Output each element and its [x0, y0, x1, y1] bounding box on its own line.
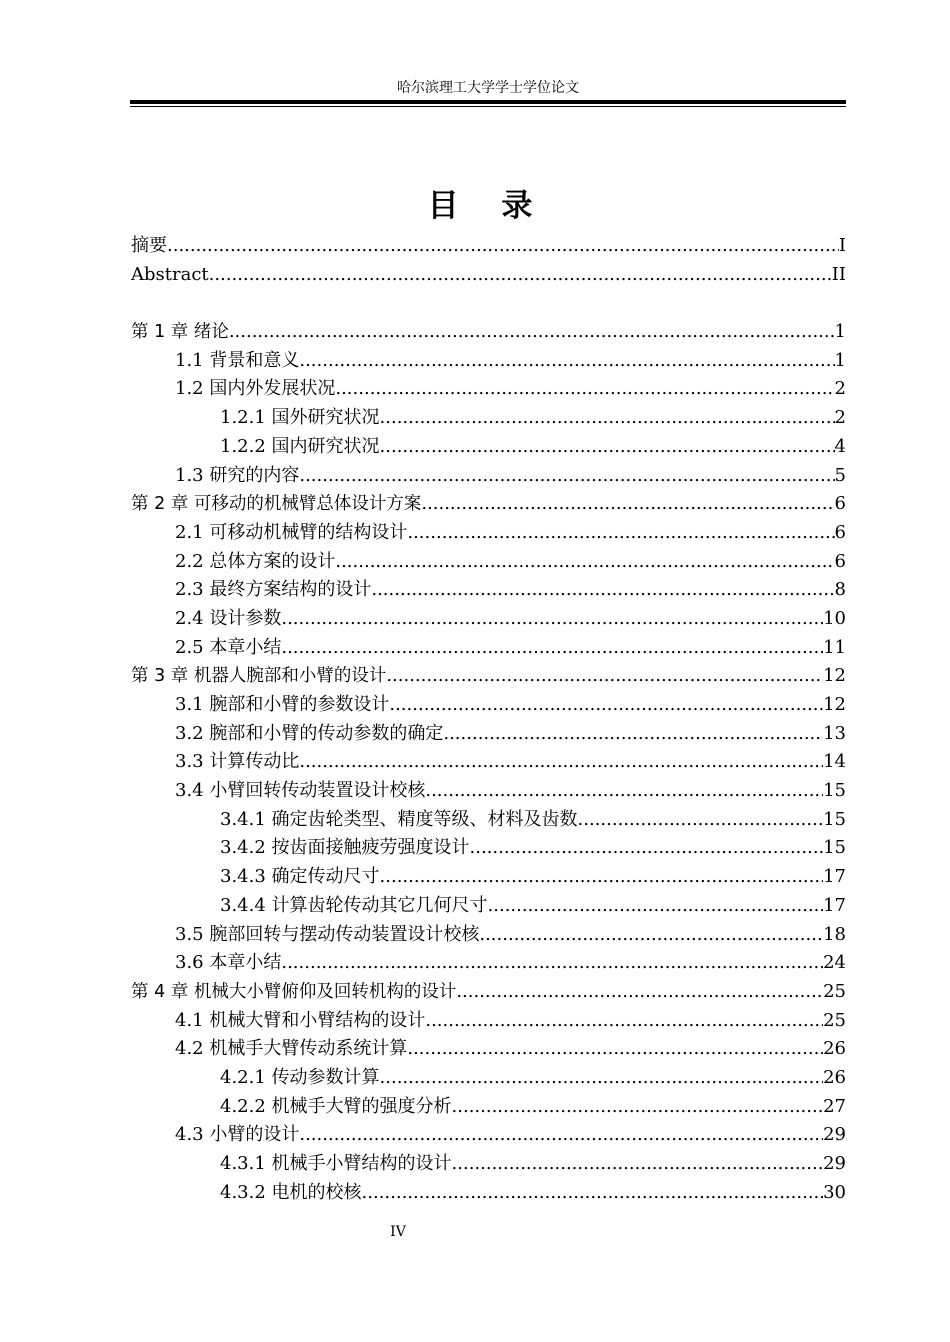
toc-leader-dots — [299, 347, 834, 376]
toc-entry-label: 3.6 本章小结 — [175, 952, 282, 974]
toc-leader-dots — [371, 576, 834, 605]
toc-entry[interactable] — [131, 490, 846, 519]
toc-entry-page: 15 — [823, 808, 846, 830]
toc-entry[interactable] — [131, 921, 846, 950]
toc-entry[interactable] — [131, 548, 846, 577]
toc-entry-page: I — [838, 235, 846, 256]
toc-leader-dots — [578, 806, 824, 835]
toc-leader-dots — [229, 318, 835, 347]
toc-entry-page: 26 — [823, 1038, 846, 1060]
toc-leader-dots — [167, 232, 839, 261]
toc-entry-page: 15 — [823, 780, 846, 802]
toc-entry-page: 5 — [834, 464, 846, 486]
toc-leader-dots — [386, 662, 823, 691]
toc-entry-page: 25 — [823, 1009, 846, 1031]
toc-entry-label: 第 4 章 机械大小臂俯仰及回转机构的设计 — [131, 981, 457, 1002]
toc-entry-page: 2 — [834, 378, 846, 400]
toc-leader-dots — [425, 1007, 823, 1036]
toc-leader-dots — [209, 261, 832, 290]
toc-entry-label: 4.3.1 机械手小臂结构的设计 — [220, 1153, 452, 1174]
toc-entry[interactable] — [131, 462, 846, 491]
toc-entry[interactable] — [131, 720, 846, 749]
toc-leader-dots — [281, 605, 823, 634]
toc-entry[interactable] — [131, 634, 846, 663]
toc-entry[interactable] — [131, 834, 846, 863]
toc-leader-dots — [389, 691, 823, 720]
toc-entry[interactable] — [131, 232, 846, 261]
toc-entry[interactable] — [131, 1035, 846, 1064]
toc-entry[interactable] — [131, 519, 846, 548]
toc-entry[interactable] — [131, 662, 846, 691]
toc-leader-dots — [335, 375, 834, 404]
toc-entry-label: 2.2 总体方案的设计 — [175, 550, 336, 572]
toc-entry[interactable] — [131, 605, 846, 634]
toc-entry-label: 4.2.1 传动参数计算 — [220, 1066, 380, 1088]
toc-leader-dots — [452, 1150, 824, 1179]
toc-entry[interactable] — [131, 1179, 846, 1208]
toc-leader-dots — [281, 634, 823, 663]
page-number: IV — [390, 1224, 406, 1240]
toc-entry-label: 3.4 小臂回转传动装置设计校核 — [175, 780, 426, 802]
toc-leader-dots — [479, 921, 823, 950]
toc-entry[interactable] — [131, 892, 846, 921]
page-title: 目 录 — [427, 188, 549, 224]
toc-entry[interactable] — [131, 433, 846, 462]
toc-leader-dots — [443, 720, 823, 749]
toc-entry[interactable] — [131, 318, 846, 347]
toc-leader-dots — [362, 1179, 824, 1208]
toc-entry-page: 29 — [823, 1153, 846, 1174]
toc-entry-label: 2.4 设计参数 — [175, 607, 282, 629]
toc-entry[interactable] — [131, 261, 846, 290]
toc-entry[interactable] — [131, 777, 846, 806]
toc-entry[interactable] — [131, 1121, 846, 1150]
toc-leader-dots — [488, 892, 824, 921]
toc-entry-page: 6 — [834, 550, 846, 572]
toc-entry-label: 2.3 最终方案结构的设计 — [175, 579, 372, 601]
toc-entry-page: 25 — [823, 980, 846, 1002]
toc-entry-page: 26 — [823, 1066, 846, 1088]
running-header: 哈尔滨理工大学学士学位论文 — [397, 80, 579, 96]
toc-entry-page: 13 — [823, 722, 846, 744]
toc-entry-page: 6 — [834, 521, 846, 543]
toc-entry-label: 3.1 腕部和小臂的参数设计 — [175, 694, 390, 715]
toc-entry-page: 2 — [834, 407, 846, 429]
toc-entry-page: 15 — [823, 837, 846, 859]
toc-entry-label: 第 1 章 绪论 — [131, 322, 229, 343]
toc-entry-label: 4.2 机械手大臂传动系统计算 — [175, 1038, 408, 1060]
toc-entry[interactable] — [131, 863, 846, 892]
toc-entry-label: 4.3.2 电机的校核 — [220, 1181, 362, 1203]
toc-entry-label: 3.5 腕部回转与摆动传动装置设计校核 — [175, 923, 480, 945]
toc-entry-label: 第 3 章 机器人腕部和小臂的设计 — [131, 666, 387, 687]
toc-entry[interactable] — [131, 806, 846, 835]
toc-entry-page: 12 — [823, 694, 846, 715]
toc-leader-dots — [456, 978, 823, 1007]
toc-entry[interactable] — [131, 1093, 846, 1122]
toc-entry-label: 1.2.2 国内研究状况 — [220, 435, 380, 457]
toc-entry[interactable] — [131, 949, 846, 978]
toc-leader-dots — [380, 863, 824, 892]
toc-entry-label: 1.2 国内外发展状况 — [175, 378, 336, 400]
toc-entry-label: 3.4.1 确定齿轮类型、精度等级、材料及齿数 — [220, 808, 578, 830]
toc-entry-page: 17 — [823, 894, 846, 916]
header-rule — [130, 100, 846, 107]
toc-entry-label: 3.3 计算传动比 — [175, 751, 300, 773]
toc-entry-label: 1.2.1 国外研究状况 — [220, 407, 380, 429]
toc-entry-label: 4.1 机械大臂和小臂结构的设计 — [175, 1009, 426, 1031]
toc-entry-page: 11 — [823, 636, 846, 658]
toc-entry-label: 2.5 本章小结 — [175, 636, 282, 658]
toc-entry[interactable] — [131, 375, 846, 404]
toc-entry-page: 1 — [834, 349, 846, 371]
toc-leader-dots — [299, 1121, 823, 1150]
toc-entry-page: 27 — [823, 1095, 846, 1117]
toc-entry-page: 8 — [834, 579, 846, 601]
toc-entry-label: 摘要 — [131, 235, 167, 256]
toc-entry-label: 1.1 背景和意义 — [175, 349, 300, 371]
toc-entry[interactable] — [131, 1007, 846, 1036]
toc-entry-page: 24 — [823, 952, 846, 974]
toc-entry-label: 3.4.4 计算齿轮传动其它几何尺寸 — [220, 894, 488, 916]
toc-entry-page: 17 — [823, 866, 846, 888]
toc-entry-label: 4.3 小臂的设计 — [175, 1124, 300, 1146]
toc-entry-page: 6 — [834, 493, 846, 515]
toc-entry[interactable] — [131, 347, 846, 376]
toc-entry-label: 2.1 可移动机械臂的结构设计 — [175, 521, 408, 543]
toc-entry[interactable] — [131, 404, 846, 433]
toc-entry-page: 29 — [823, 1124, 846, 1146]
toc-entry-page: II — [831, 263, 846, 285]
toc-leader-dots — [407, 1035, 823, 1064]
toc-leader-dots — [299, 462, 834, 491]
toc-entry-label: Abstract — [131, 263, 209, 285]
toc-entry-page: 18 — [823, 923, 846, 945]
toc-entry[interactable] — [131, 1064, 846, 1093]
toc-leader-dots — [380, 433, 835, 462]
toc-entry-page: 12 — [823, 665, 846, 687]
toc-leader-dots — [380, 1064, 824, 1093]
toc-spacer — [131, 289, 846, 318]
toc-leader-dots — [452, 1093, 824, 1122]
toc-entry-label: 第 2 章 可移动的机械臂总体设计方案 — [131, 494, 422, 515]
toc-entry-page: 30 — [823, 1181, 846, 1203]
toc-leader-dots — [421, 490, 834, 519]
toc-leader-dots — [425, 777, 823, 806]
toc-leader-dots — [407, 519, 834, 548]
toc-entry-page: 4 — [834, 435, 846, 457]
toc-entry-label: 4.2.2 机械手大臂的强度分析 — [220, 1095, 452, 1117]
toc-entry-label: 3.4.3 确定传动尺寸 — [220, 866, 380, 888]
table-of-contents — [131, 232, 846, 1207]
toc-leader-dots — [470, 834, 824, 863]
toc-leader-dots — [299, 748, 823, 777]
toc-entry[interactable] — [131, 576, 846, 605]
toc-leader-dots — [281, 949, 823, 978]
toc-entry-page: 14 — [823, 751, 846, 773]
header-rule-thin — [130, 106, 846, 107]
toc-entry-label: 1.3 研究的内容 — [175, 464, 300, 486]
toc-entry[interactable] — [131, 1150, 846, 1179]
toc-entry[interactable] — [131, 691, 846, 720]
toc-leader-dots — [380, 404, 835, 433]
toc-leader-dots — [335, 548, 834, 577]
toc-entry-page: 10 — [823, 607, 846, 629]
toc-entry[interactable] — [131, 748, 846, 777]
toc-entry[interactable] — [131, 978, 846, 1007]
toc-entry-label: 3.2 腕部和小臂的传动参数的确定 — [175, 722, 444, 744]
toc-entry-label: 3.4.2 按齿面接触疲劳强度设计 — [220, 837, 470, 859]
toc-entry-page: 1 — [834, 321, 846, 343]
